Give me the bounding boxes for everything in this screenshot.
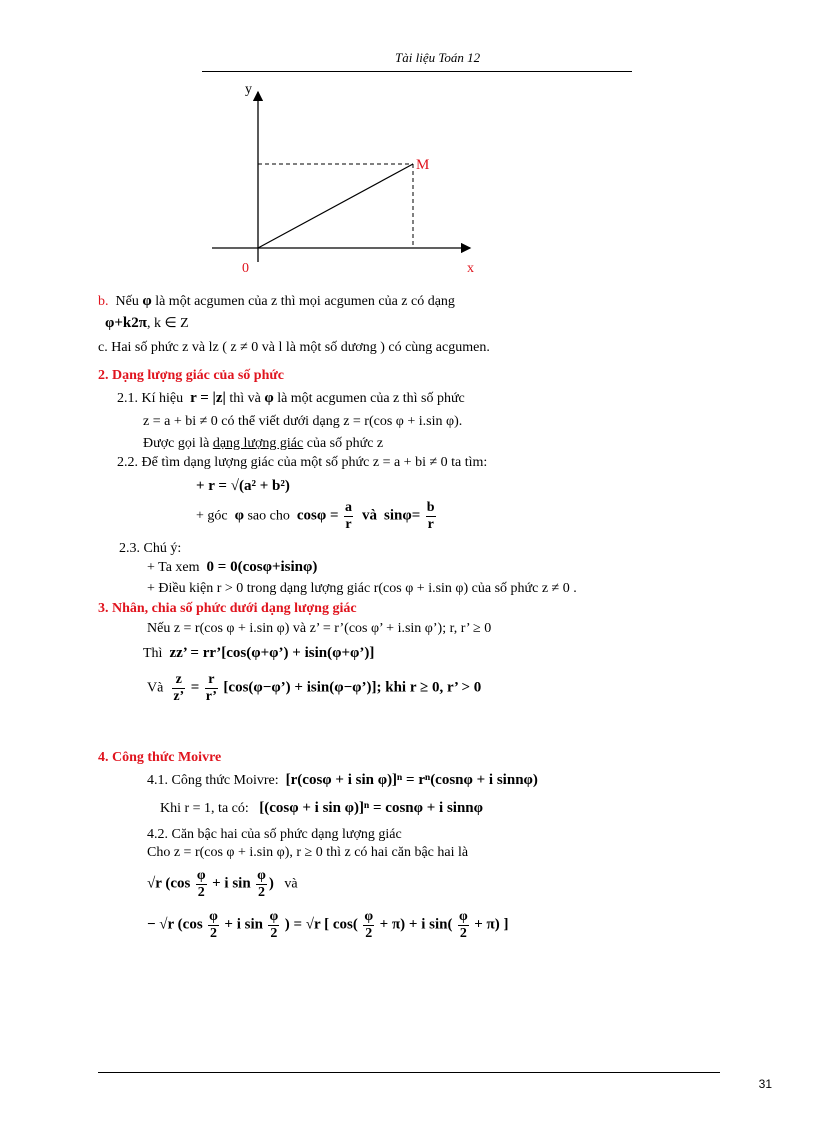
page-number: 31	[758, 1077, 772, 1091]
origin-label: 0	[242, 261, 249, 276]
s4-p4: Cho z = r(cos φ + i.sin φ), r ≥ 0 thì z có hai căn bậc hai là	[147, 845, 469, 860]
s3-p3: Và $\frac{z}{z’}$ = $\frac{r}{r’}$ [cos(φ−φ’) + isin(φ−φ’)]; khi r ≥ 0, r’ > 0	[147, 672, 482, 704]
x-label: x	[467, 261, 474, 276]
argument-diagram	[0, 0, 816, 290]
s4-p5: √r (cos $\frac{\varphi}{2}$ + i sin $\frac{\varphi}{2}$ ) và	[147, 868, 298, 900]
s3-p1: Nếu z = r(cos φ + i.sin φ) và z’ = r’(cos φ’ + i.sin φ’); r, r’ ≥ 0	[147, 621, 492, 636]
item-b-formula: φ+k2π, k ∈ Z	[105, 315, 189, 331]
s2-p6: + góc φ sao cho cosφ = $\frac{a}{r}$ và sinφ= $\frac{b}{r}$	[196, 500, 435, 532]
item-b: b. Nếu φ là một acgumen của z thì mọi acgumen của z có dạng	[98, 293, 455, 309]
item-c: c. Hai số phức z và lz ( z ≠ 0 và l là một số dương ) có cùng acgumen.	[98, 340, 490, 355]
section-4-heading: 4. Công thức Moivre	[98, 750, 222, 765]
s2-p7: 2.3. Chú ý:	[119, 541, 182, 556]
s2-p8: + Ta xem 0 = 0(cosφ+isinφ)	[147, 559, 318, 575]
s4-p1: 4.1. Công thức Moivre: [r(cosφ + i sin φ)]ⁿ = rⁿ(cosnφ + i sinnφ)	[147, 772, 538, 788]
s4-p2: Khi r = 1, ta có: [(cosφ + i sin φ)]ⁿ = cosnφ + i sinnφ	[160, 800, 483, 816]
page-header-title: Tài liệu Toán 12	[395, 50, 481, 65]
footer-rule	[98, 1072, 720, 1073]
s2-p9: + Điều kiện r > 0 trong dạng lượng giác r(cos φ + i.sin φ) của số phức z ≠ 0 .	[147, 581, 577, 596]
segment-om	[258, 164, 413, 248]
y-label: y	[245, 82, 252, 97]
s4-p3: 4.2. Căn bậc hai của số phức dạng lượng giác	[147, 827, 402, 842]
s3-p2: Thì zz’ = rr’[cos(φ+φ’) + isin(φ+φ’)]	[143, 645, 375, 661]
s2-p3: Được gọi là dạng lượng giác của số phức z	[143, 436, 384, 451]
s4-p6: − √r (cos $\frac{\varphi}{2}$ + i sin $\frac{\varphi}{2}$ ) = √r [ cos( $\frac{\varphi}{2}$ + π) + i sin( $\frac{\varphi}{2}$ + π) ]	[147, 909, 509, 941]
section-2-heading: 2. Dạng lượng giác của số phức	[98, 368, 284, 383]
s2-p4: 2.2. Để tìm dạng lượng giác của một số phức z = a + bi ≠ 0 ta tìm:	[117, 455, 488, 470]
s2-p2: z = a + bi ≠ 0 có thể viết dưới dạng z = r(cos φ + i.sin φ).	[143, 414, 463, 429]
section-3-heading: 3. Nhân, chia số phức dưới dạng lượng giác	[98, 601, 357, 616]
point-m-label: M	[416, 157, 430, 173]
s2-p5: + r = √(a² + b²)	[196, 478, 290, 494]
s2-p1: 2.1. Kí hiệu r = |z| thì và φ là một acgumen của z thì số phức	[117, 390, 465, 406]
